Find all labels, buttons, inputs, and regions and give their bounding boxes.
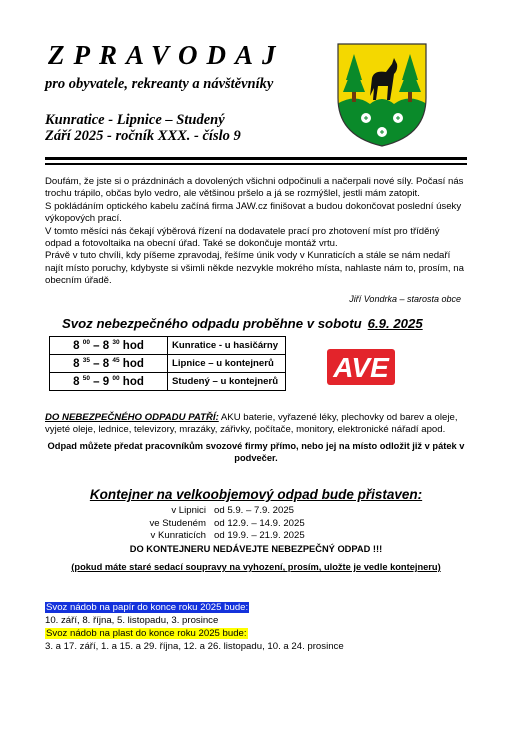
newsletter-subtitle: pro obyvatele, rekreanty a návštěvníky: [45, 76, 274, 92]
collection-schedule-table: [49, 336, 286, 391]
hazardous-heading-text: Svoz nebezpečného odpadu proběhne v sobotu: [62, 316, 362, 331]
ave-logo-icon: [327, 349, 395, 385]
svg-text:AVE: AVE: [333, 352, 389, 383]
intro-text: [45, 176, 467, 288]
list-item: v Lipnici od 5.9. – 7.9. 2025: [171, 505, 295, 516]
issue-info: Září 2025 - ročník XXX. - číslo 9: [45, 128, 241, 144]
paper-collection-label: Svoz nádob na papír do konce roku 2025 bude:: [46, 602, 249, 613]
hazardous-waste-heading: [62, 316, 423, 331]
municipal-crest-icon: [334, 40, 430, 148]
list-item: ve Studeném od 12.9. – 14.9. 2025: [149, 517, 305, 529]
intro-paragraph: Doufám, že jste si o prázdninách a dovolených všichni odpočinuli a načerpali nové síly. Počasí nás trochu trápilo, občas bylo vedro, ale většinou pršelo a já se rozmýšlel, jestli mám zatopit.: [45, 176, 464, 200]
list-item: v Kunraticích od 19.9. – 21.9. 2025: [150, 530, 305, 542]
plastic-collection-dates: 3. a 17. září, 1. a 15. a 29. října, 12. a 26. listopadu, 10. a 24. prosince: [45, 641, 344, 652]
hazardous-note: Odpad můžete předat pracovníkům svozové firmy přímo, nebo jej na místo odložit již v pátek v podvečer.: [47, 441, 465, 464]
table-row: [50, 373, 286, 391]
intro-paragraph: V tomto měsíci nás čekají výběrová řízení na dodavatele prací pro zhotovení míst pro tříděný odpad a fotovoltaika na obecní úřad. Také se dokončuje montáž vrtu.: [45, 225, 440, 250]
time-cell: 8 $^{00}$ – 8 $^{30}$ hod: [50, 337, 168, 355]
container-warning: DO KONTEJNERU NEDÁVEJTE NEBEZPEČNÝ ODPAD !!!: [129, 544, 383, 554]
container-heading: Kontejner na velkoobjemový odpad bude přistaven:: [89, 487, 423, 502]
plastic-collection-label: Svoz nádob na plast do konce roku 2025 bude:: [46, 628, 247, 639]
mayor-signature: Jiří Vondrka – starosta obce: [349, 294, 461, 304]
village-names: Kunratice - Lipnice – Studený: [45, 112, 225, 128]
time-cell: 8 $^{50}$ – 9 $^{00}$ hod: [50, 373, 168, 391]
container-schedule: [136, 505, 305, 543]
newsletter-title: ZPRAVODAJ: [48, 40, 285, 70]
location-cell: Kunratice - u hasičárny: [168, 337, 286, 355]
table-row: [50, 355, 286, 373]
hazardous-date: 6.9. 2025: [367, 316, 423, 331]
items-list: AKU baterie, vyřazené léky, plechovky od barev a oleje, vyjeté oleje, lednice, televizory, mrazáky, zářivky, počítače, monitory, elektronické nářadí apod.: [45, 412, 458, 436]
intro-paragraph: S pokládáním optického kabelu začíná firma JAW.cz finišovat a budou dokončovat poslední úseky výkopových prací.: [45, 200, 462, 225]
hazardous-items: [45, 412, 467, 437]
table-row: [50, 337, 286, 355]
header-rule-thick: [45, 157, 467, 160]
location-cell: Studený – u kontejnerů: [168, 373, 286, 391]
container-note: (pokud máte staré sedací soupravy na vyhození, prosím, uložte je vedle kontejneru): [71, 562, 441, 572]
paper-collection-dates: 10. září, 8. října, 5. listopadu, 3. prosince: [45, 615, 219, 626]
items-lead: DO NEBEZPEČNÉHO ODPADU PATŘÍ:: [45, 412, 219, 423]
intro-paragraph: Právě v tuto chvíli, kdy píšeme zpravodaj, řešíme únik vody v Kunraticích a stále se nám nedaří najít místo poruchy, kdybyste si všimli někde nezvykle mokrého místa, nahlaste nám to, prosím, na obecním úřadě.: [45, 250, 464, 287]
header-rule-thin: [45, 163, 467, 165]
time-cell: 8 $^{35}$ – 8 $^{45}$ hod: [50, 355, 168, 373]
location-cell: Lipnice – u kontejnerů: [168, 355, 286, 373]
